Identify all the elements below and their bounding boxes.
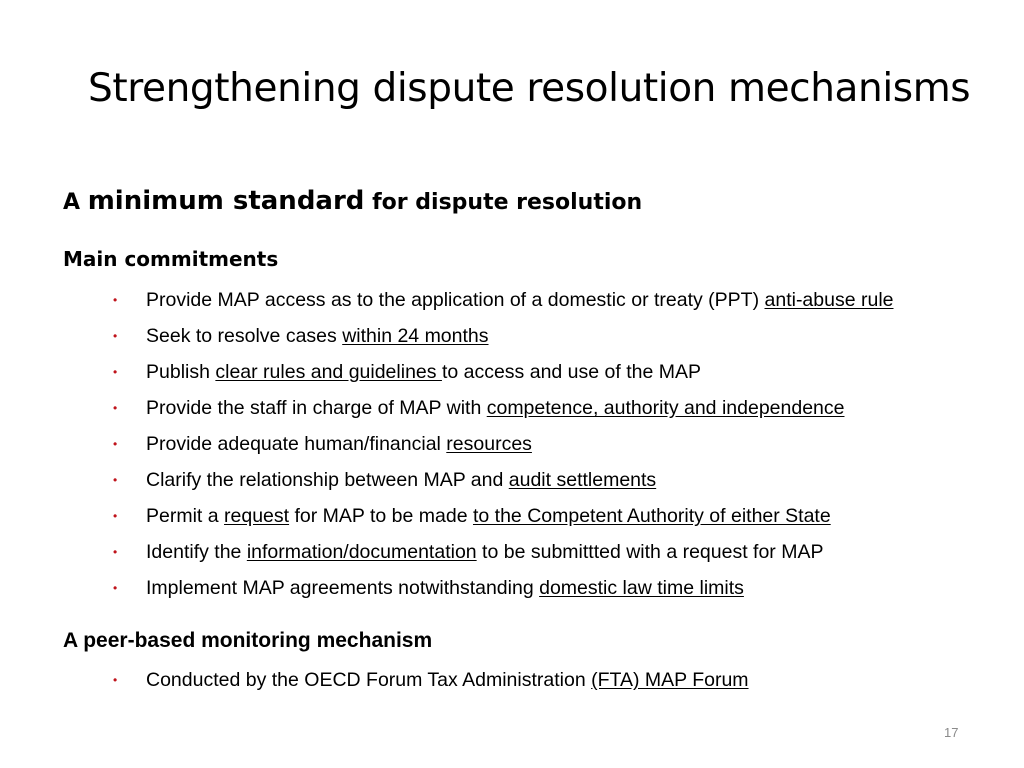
item-link[interactable]: information/documentation bbox=[246, 541, 477, 563]
page-number: 17 bbox=[944, 725, 959, 740]
item-text-after: to access and use of the MAP bbox=[441, 361, 701, 383]
slide-title: Strengthening dispute resolution mechanisms bbox=[88, 66, 971, 111]
bullet-icon: • bbox=[113, 365, 118, 379]
bullet-icon: • bbox=[113, 673, 118, 687]
subheading-emphasis: minimum standard bbox=[87, 186, 365, 216]
item-text: Conducted by the OECD Forum Tax Administration bbox=[146, 669, 592, 691]
subheading-suffix: for dispute resolution bbox=[364, 190, 643, 215]
item-link[interactable]: (FTA) MAP Forum bbox=[591, 669, 749, 691]
item-text: Implement MAP agreements notwithstanding bbox=[146, 577, 540, 599]
item-text: Seek to resolve cases bbox=[146, 325, 343, 347]
bullet-icon: • bbox=[113, 329, 118, 343]
bullet-icon: • bbox=[113, 293, 118, 307]
item-link[interactable]: request bbox=[224, 505, 290, 527]
item-text: Clarify the relationship between MAP and bbox=[146, 469, 509, 491]
section-subheading bbox=[63, 186, 642, 216]
peer-monitoring-label: A peer-based monitoring mechanism bbox=[63, 629, 433, 652]
bullet-icon: • bbox=[113, 545, 118, 559]
item-text: Provide adequate human/financial bbox=[146, 433, 447, 455]
bullet-icon: • bbox=[113, 473, 118, 487]
item-text-middle: for MAP to be made bbox=[289, 505, 473, 527]
item-link[interactable]: competence, authority and independence bbox=[486, 397, 845, 419]
bullet-icon: • bbox=[113, 437, 118, 451]
item-text: Permit a bbox=[146, 505, 225, 527]
bullet-icon: • bbox=[113, 581, 118, 595]
item-link[interactable]: anti-abuse rule bbox=[764, 289, 894, 311]
item-link-2[interactable]: to the Competent Authority of either State bbox=[472, 505, 831, 527]
item-text: Provide MAP access as to the application of a domestic or treaty (PPT) bbox=[146, 289, 765, 311]
item-text: Provide the staff in charge of MAP with bbox=[146, 397, 487, 419]
main-commitments-label: Main commitments bbox=[63, 247, 279, 271]
item-link[interactable]: resources bbox=[446, 433, 532, 455]
bullet-icon: • bbox=[113, 509, 118, 523]
subheading-prefix: A bbox=[63, 190, 88, 215]
item-link[interactable]: within 24 months bbox=[342, 325, 489, 347]
bullet-icon: • bbox=[113, 401, 118, 415]
item-link[interactable]: audit settlements bbox=[508, 469, 657, 491]
item-link[interactable]: clear rules and guidelines bbox=[215, 361, 442, 383]
item-link[interactable]: domestic law time limits bbox=[539, 577, 744, 599]
item-text-after: to be submittted with a request for MAP bbox=[476, 541, 824, 563]
item-text: Publish bbox=[146, 361, 216, 383]
item-text: Identify the bbox=[146, 541, 247, 563]
